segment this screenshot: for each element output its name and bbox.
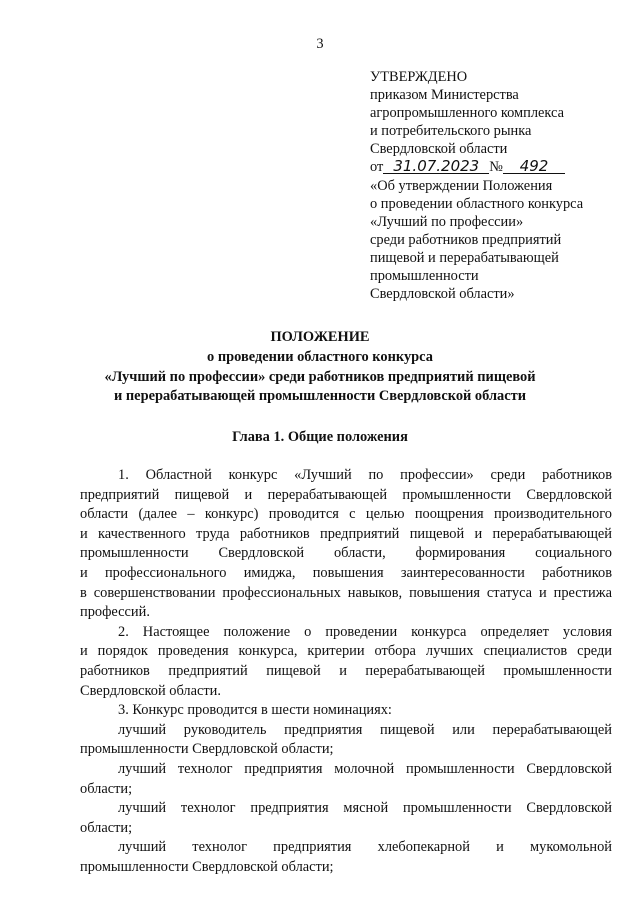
chapter-heading: Глава 1. Общие положения [232,429,408,445]
approval-line: приказом Министерства [370,87,519,104]
approval-line: агропромышленного комплекса [370,105,564,122]
approval-line: Свердловской области [370,141,508,158]
body-text [80,466,612,877]
subject-line: среди работников предприятий [370,231,562,248]
date-prefix: от [370,159,384,176]
body-line: 1. Областной конкурс «Лучший по профессии» среди работников [118,467,612,483]
body-line: области; [80,780,133,797]
approval-line: и потребительского рынка [370,123,532,140]
body-line: области; [80,819,133,836]
body-line: промышленности Свердловской области; [80,741,334,758]
body-line: промышленности Свердловской области, формирования социального [80,545,612,562]
body-line: лучший технолог предприятия хлебопекарной и мукомольной [118,839,612,856]
body-line: и профессионального имиджа, повышения заинтересованности работников [80,564,612,581]
body-line: работников предприятий пищевой и перерабатывающей промышленности [80,662,612,679]
title-line: о проведении областного конкурса [207,348,433,365]
title-line: и перерабатывающей промышленности Свердловской области [114,388,526,405]
subject-line: промышленности [370,268,479,285]
body-line: области (далее – конкурс) проводится с целью поощрения производительного [80,506,612,523]
subject-line: пищевой и перерабатывающей [370,249,559,266]
body-line: профессий. [80,604,150,621]
title-line: «Лучший по профессии» среди работников предприятий пищевой [104,368,536,385]
approval-block [370,68,620,303]
number-prefix: № [489,159,504,176]
body-line: и качественного труда работников предприятий пищевой и перерабатывающей [80,525,612,542]
subject-line: «Лучший по профессии» [370,213,524,230]
body-line: лучший технолог предприятия молочной промышленности Свердловской [118,760,612,777]
subject-line: Свердловской области» [370,286,515,303]
body-line: и порядок проведения конкурса, критерии отбора лучших специалистов среди [80,643,612,660]
body-line: в совершенствовании профессиональных навыков, повышения статуса и престижа [80,584,612,601]
body-line: 3. Конкурс проводится в шести номинациях: [118,702,392,719]
subject-line: «Об утверждении Положения [370,177,553,194]
body-line: промышленности Свердловской области; [80,858,334,875]
body-line: Свердловской области. [80,682,221,699]
document-title [0,328,640,407]
subject-line: о проведении областного конкурса [370,195,584,212]
body-line: предприятий пищевой и перерабатывающей промышленности Свердловской [80,486,612,503]
page-number: 3 [316,36,324,52]
handwritten-number: 492 [503,159,565,174]
approval-date-line [370,158,620,176]
approval-heading: УТВЕРЖДЕНО [370,69,468,85]
body-line: 2. Настоящее положение о проведении конкурса определяет условия [118,623,612,640]
title-line: ПОЛОЖЕНИЕ [270,329,370,345]
handwritten-date: 31.07.2023 [383,159,489,174]
body-line: лучший технолог предприятия мясной промышленности Свердловской [118,800,612,817]
body-line: лучший руководитель предприятия пищевой или перерабатывающей [118,721,612,738]
